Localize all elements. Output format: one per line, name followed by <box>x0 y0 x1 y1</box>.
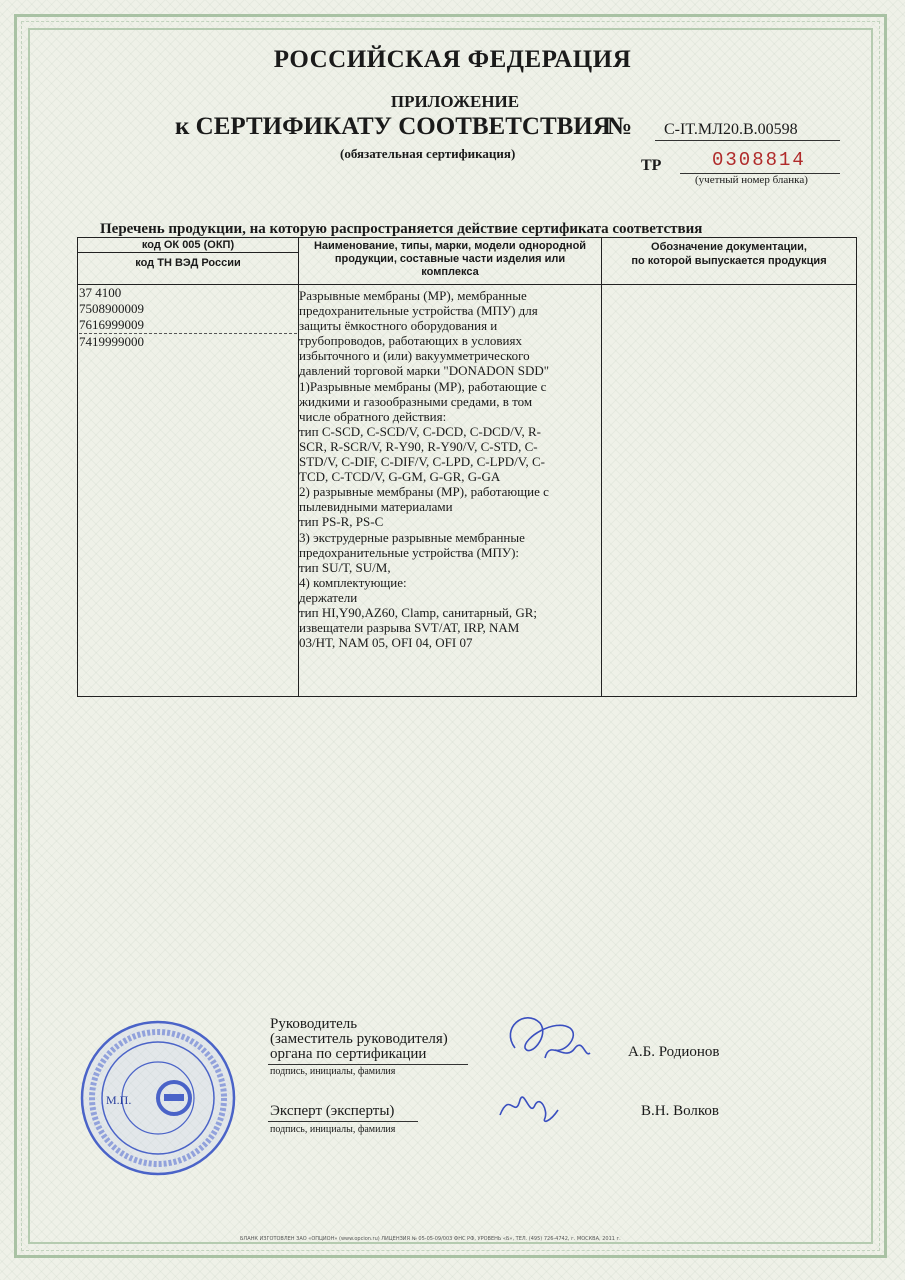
tnved-code: 7508900009 <box>79 301 144 316</box>
certificate-number: C-IT.МЛ20.B.00598 <box>664 121 798 138</box>
description-line: давлений торговой марки "DONADON SDD" <box>299 363 550 379</box>
tnved-code: 7419999000 <box>79 334 144 349</box>
head-signature <box>495 1008 605 1078</box>
header-tnved-code: код ТН ВЭД России <box>135 257 241 269</box>
product-table <box>77 237 857 697</box>
description-line: STD/V, C-DIF, C-DIF/V, C-LPD, C-LPD/V, C- <box>299 454 546 470</box>
description-line: 1)Разрывные мембраны (МР), работающие с <box>299 378 547 394</box>
tnved-code: 7616999009 <box>79 317 144 332</box>
description-line: предохранительные устройства (МПУ) для <box>299 303 538 319</box>
description-line: 2) разрывные мембраны (МР), работающие с <box>299 484 549 500</box>
header-okp-code: код ОК 005 (ОКП) <box>141 239 235 251</box>
mandatory-certification-note: (обязательная сертификация) <box>340 146 516 161</box>
description-line: тип HI,Y90,AZ60, Clamp, санитарный, GR; <box>299 604 537 620</box>
okp-code: 37 4100 <box>79 285 122 300</box>
description-line: извещатели разрыва SVT/AT, IRP, NAM <box>299 620 520 636</box>
description-line: защиты ёмкостного оборудования и <box>299 318 498 334</box>
stamp-mp-label: М.П. <box>106 1093 132 1107</box>
expert-signature-line <box>268 1121 418 1122</box>
description-line: TCD, C-TCD/V, G-GM, G-GR, G-GA <box>299 469 501 485</box>
product-description <box>299 288 599 650</box>
number-sign: № <box>607 113 633 140</box>
description-line: SCR, R-SCR/V, R-Y90, R-Y90/V, C-STD, C- <box>299 438 538 454</box>
table-column-divider <box>601 238 602 696</box>
description-line: 3) экструдерные разрывные мембранные <box>299 529 525 545</box>
code-header-divider <box>78 252 298 253</box>
product-codes <box>79 285 297 350</box>
product-list-title: Перечень продукции, на которую распространяется действие сертификата соответствия <box>100 221 703 237</box>
header-product-name-line: Наименование, типы, марки, модели однородной <box>313 240 587 252</box>
description-line: 03/HT, NAM 05, OFI 04, OFI 07 <box>299 635 473 651</box>
description-line: тип SU/T, SU/M, <box>299 559 391 575</box>
appendix-title: ПРИЛОЖЕНИЕ <box>390 92 520 111</box>
certificate-number-underline <box>655 140 840 141</box>
printer-footer: БЛАНК ИЗГОТОВЛЕН ЗАО «ОПЦИОН» (www.opcion.ru) ЛИЦЕНЗИЯ № 05-05-09/003 ФНС РФ, УРОВЕНЬ «Б», ТЕЛ. (495) 726-4742, г. МОСКВА, 2011 г. <box>240 1236 621 1242</box>
description-line: Разрывные мембраны (МР), мембранные <box>299 288 527 303</box>
header-product-name-line: продукции, составные части изделия или <box>334 253 566 265</box>
header-documentation <box>602 240 856 268</box>
description-line: тип C-SCD, C-SCD/V, C-DCD, C-DCD/V, R- <box>299 423 541 439</box>
blank-number-caption: (учетный номер бланка) <box>695 174 808 186</box>
country-title: РОССИЙСКАЯ ФЕДЕРАЦИЯ <box>273 46 632 73</box>
description-line: предохранительные устройства (МПУ): <box>299 544 520 560</box>
expert-name: В.Н. Волков <box>641 1103 719 1119</box>
description-line: трубопроводов, работающих в условиях <box>299 333 522 349</box>
description-line: тип PS-R, PS-C <box>299 514 384 530</box>
certificate-title: к СЕРТИФИКАТУ СООТВЕТСТВИЯ <box>175 113 611 140</box>
description-line: пылевидными материалами <box>299 499 453 515</box>
blank-number: 0308814 <box>712 149 806 171</box>
head-label-line: (заместитель руководителя) <box>270 1031 448 1047</box>
header-product-name <box>299 240 601 279</box>
description-line: держатели <box>299 589 358 605</box>
header-documentation-line: по которой выпускается продукция <box>631 255 827 267</box>
header-documentation-line: Обозначение документации, <box>651 241 807 253</box>
description-line: 4) комплектующие: <box>299 574 407 590</box>
head-label-line: Руководитель <box>270 1016 358 1032</box>
description-line: числе обратного действия: <box>299 408 447 424</box>
certification-stamp <box>78 1018 238 1178</box>
header-product-name-line: комплекса <box>421 266 479 278</box>
head-of-certification-label <box>270 1017 448 1062</box>
expert-label: Эксперт (эксперты) <box>270 1103 395 1119</box>
expert-signature <box>490 1080 570 1130</box>
description-line: жидкими и газообразными средами, в том <box>299 393 533 409</box>
expert-signature-caption: подпись, инициалы, фамилия <box>270 1124 396 1135</box>
head-name: А.Б. Родионов <box>628 1044 720 1060</box>
head-label-line: органа по сертификации <box>270 1046 427 1062</box>
tr-label: ТР <box>641 157 662 174</box>
description-line: избыточного и (или) вакуумметрического <box>299 348 530 364</box>
head-signature-line <box>268 1064 468 1065</box>
head-signature-caption: подпись, инициалы, фамилия <box>270 1066 396 1077</box>
